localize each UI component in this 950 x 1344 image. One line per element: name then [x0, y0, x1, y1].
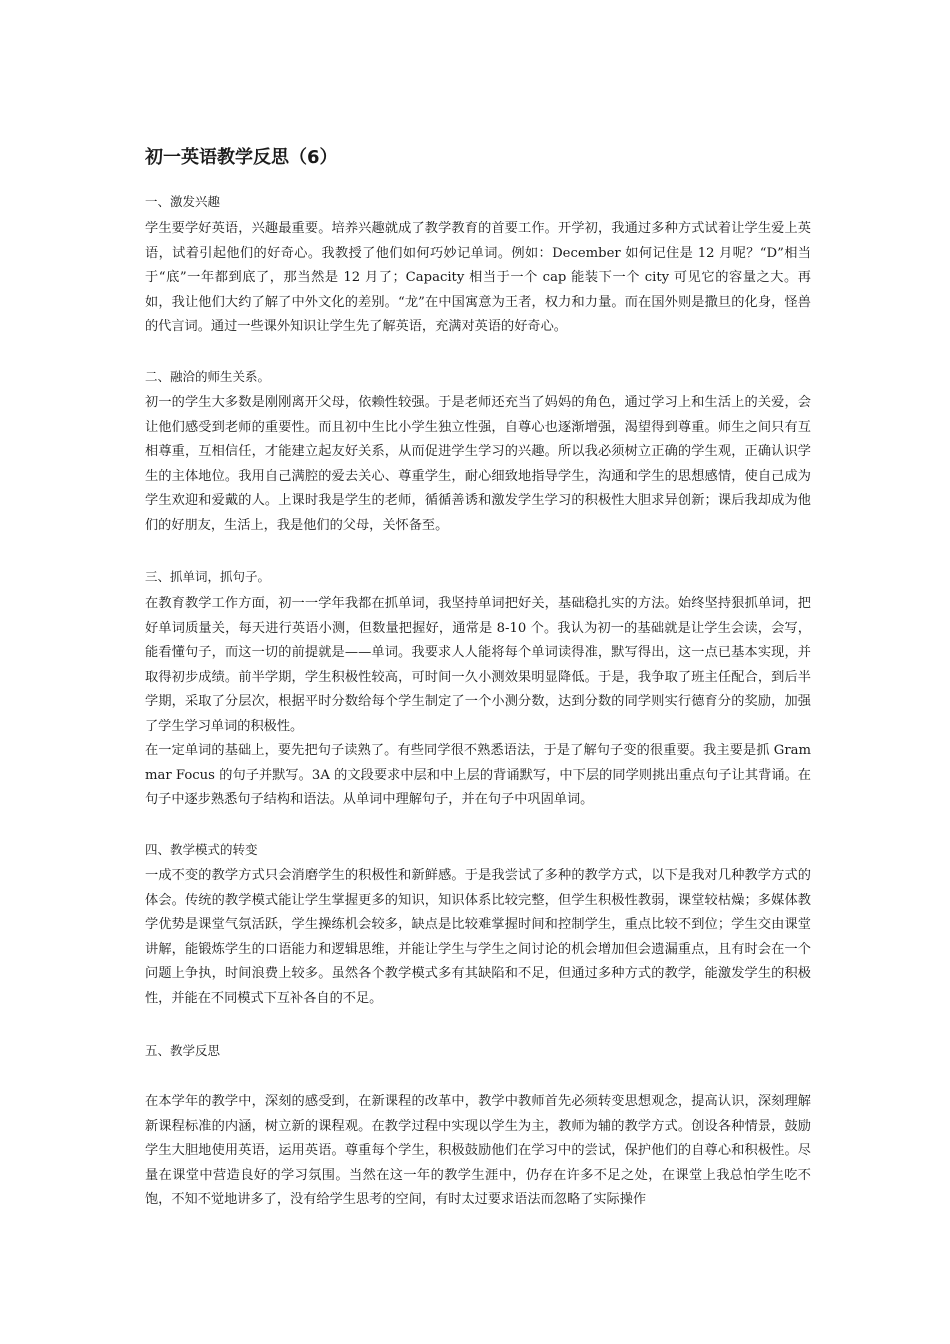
section-5-heading: 五、教学反思	[145, 1043, 221, 1058]
section-3-heading: 三、抓单词，抓句子。	[145, 569, 271, 584]
section-4-paragraph: 一成不变的教学方式只会消磨学生的积极性和新鲜感。于是我尝试了多种的教学方式，以下是我对几种教学方式的体会。传统的教学模式能让学生掌握更多的知识，知识体系比较完整，但学生积极性教弱，课堂较枯燥；多媒体教学优势是课堂气氛活跃，学生操练机会较多，缺点是比较难掌握时间和控制学生，重点比较不到位；学生交由课堂讲解，能锻炼学生的口语能力和逻辑思维，并能让学生与学生之间讨论的机会增加但会遗漏重点，且有时会在一个问题上争执，时间浪费上较多。虽然各个教学模式多有其缺陷和不足，但通过多种方式的教学，能激发学生的积极性，并能在不同模式下互补各自的不足。	[145, 868, 811, 1006]
section-1-paragraph: 学生要学好英语，兴趣最重要。培养兴趣就成了教学教育的首要工作。开学初，我通过多种方式试着让学生爱上英语，试着引起他们的好奇心。我教授了他们如何巧妙记单词。例如：December 如何记住是 12 月呢？“D”相当于“底”一年都到底了，那当然是 12 月了；Capacity 相当于一个 cap 能装下一个 city 可见它的容量之大。再如，我让他们大约了解了中外文化的差别。“龙”在中国寓意为王者，权力和力量。而在国外则是撒旦的化身，怪兽的代言词。通过一些课外知识让学生先了解英语，充满对英语的好奇心。	[145, 221, 811, 334]
section-1-heading: 一、激发兴趣	[145, 194, 221, 209]
section-2-heading: 二、融洽的师生关系。	[145, 369, 271, 384]
section-5-paragraph: 在本学年的教学中，深刻的感受到，在新课程的改革中，教学中教师首先必须转变思想观念，提高认识，深刻理解新课程标准的内涵，树立新的课程观。在教学过程中实现以学生为主，教师为辅的教学方式。创设各种情景，鼓励学生大胆地使用英语，运用英语。尊重每个学生，积极鼓励他们在学习中的尝试，保护他们的自尊心和积极性。尽量在课堂中营造良好的学习氛围。当然在这一年的教学生涯中，仍存在许多不足之处，在课堂上我总怕学生吃不饱，不知不觉地讲多了，没有给学生思考的空间，有时太过要求语法而忽略了实际操作	[145, 1094, 811, 1207]
section-4-heading: 四、教学模式的转变	[145, 842, 258, 857]
section-2-paragraph: 初一的学生大多数是刚刚离开父母，依赖性较强。于是老师还充当了妈妈的角色，通过学习上和生活上的关爱，会让他们感受到老师的重要性。而且初中生比小学生独立性强，自尊心也逐渐增强，渴望得到尊重。师生之间只有互相尊重，互相信任，才能建立起友好关系，从而促进学生学习的兴趣。所以我必须树立正确的学生观，正确认识学生的主体地位。我用自己满腔的爱去关心、尊重学生，耐心细致地指导学生，沟通和学生的思想感情，使自己成为学生欢迎和爱戴的人。上课时我是学生的老师，循循善诱和激发学生学习的积极性大胆求异创新；课后我却成为他们的好朋友，生活上，我是他们的父母，关怀备至。	[145, 395, 811, 533]
section-3-paragraph-2: 在一定单词的基础上，要先把句子读熟了。有些同学很不熟悉语法，于是了解句子变的很重要。我主要是抓 Grammar Focus 的句子并默写。3A 的文段要求中层和中上层的背诵默写，中下层的同学则挑出重点句子让其背诵。在句子中逐步熟悉句子结构和语法。从单词中理解句子，并在句子中巩固单词。	[145, 743, 811, 807]
document-title: 初一英语教学反思（6）	[145, 147, 338, 168]
section-3-paragraph-1: 在教育教学工作方面，初一一学年我都在抓单词，我坚持单词把好关，基础稳扎实的方法。始终坚持狠抓单词，把好单词质量关，每天进行英语小测，但数量把握好，通常是 8-10 个。我认为初一的基础就是让学生会读，会写，能看懂句子，而这一切的前提就是——单词。我要求人人能将每个单词读得准，默写得出，这一点已基本实现，并取得初步成绩。前半学期，学生积极性较高，可时间一久小测效果明显降低。于是，我争取了班主任配合，到后半学期，采取了分层次，根据平时分数给每个学生制定了一个小测分数，达到分数的同学则实行德育分的奖励，加强了学生学习单词的积极性。	[145, 596, 811, 734]
